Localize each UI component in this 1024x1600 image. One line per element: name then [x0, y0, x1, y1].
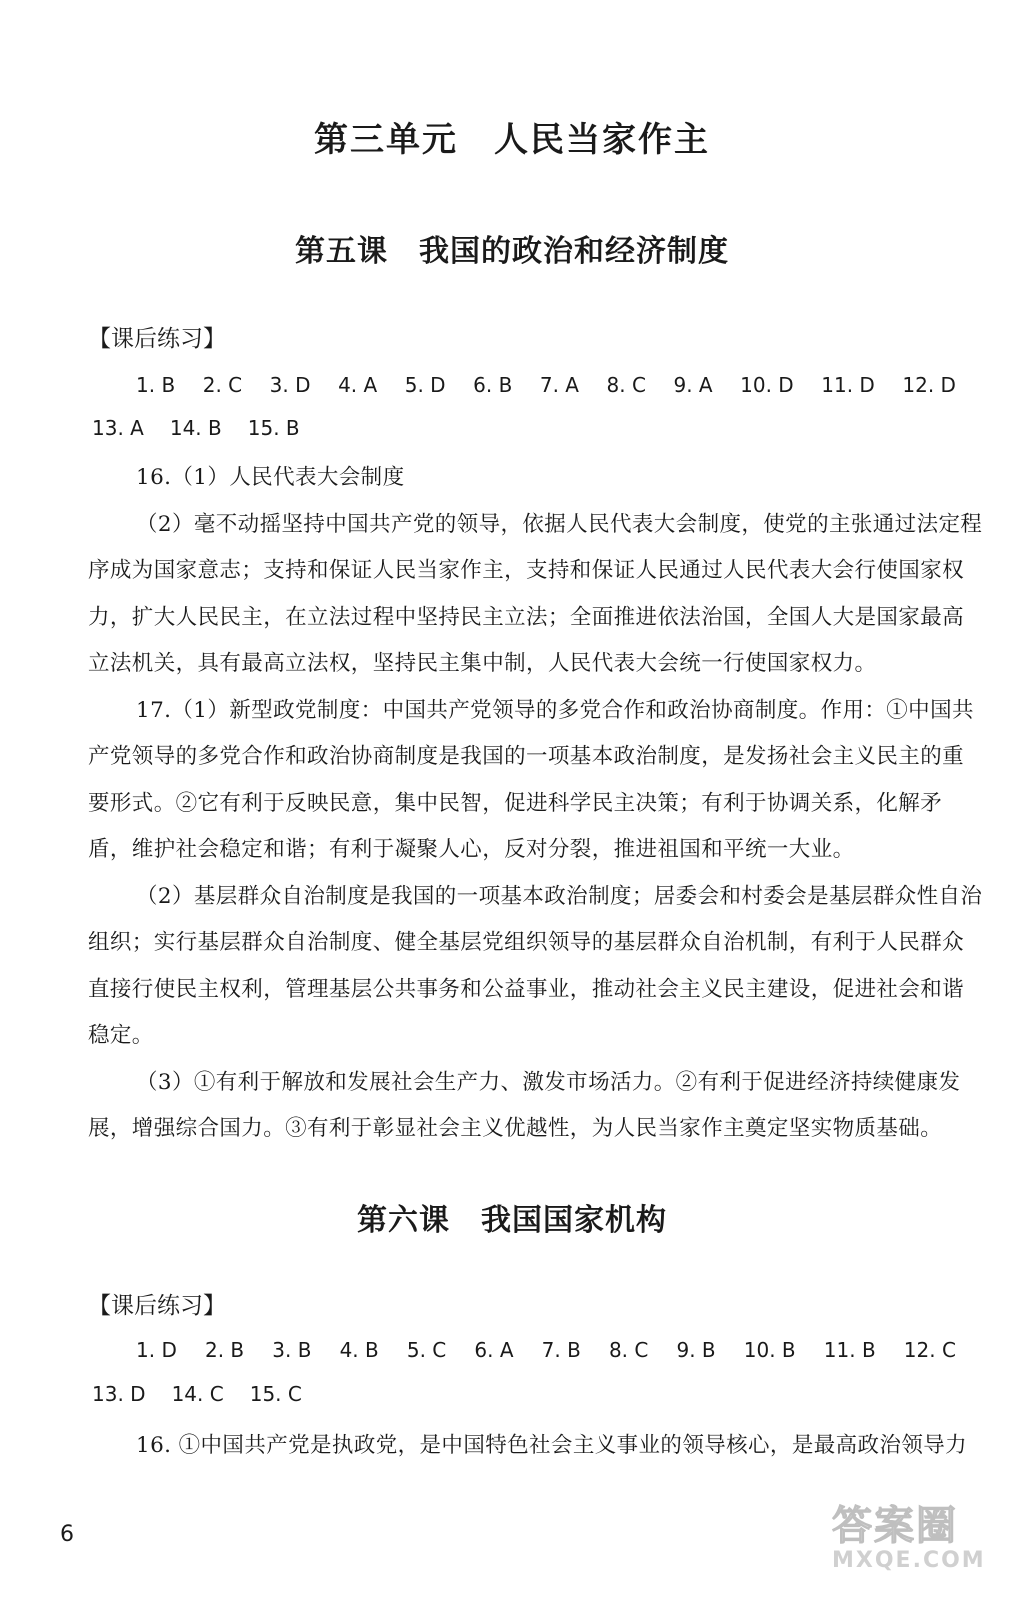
- answer-item: 1. D: [136, 1338, 177, 1362]
- section-label-5: 【课后练习】: [88, 326, 226, 352]
- answer-item: 12. C: [903, 1338, 956, 1362]
- lesson-title-6: 第六课 我国国家机构: [357, 1203, 667, 1238]
- answer-item: 14. C: [171, 1382, 224, 1406]
- text-line: （2）毫不动摇坚持中国共产党的领导，依据人民代表大会制度，使党的主张通过法定程: [136, 512, 983, 537]
- answer-item: 1. B: [136, 373, 176, 397]
- text-line: 产党领导的多党合作和政治协商制度是我国的一项基本政治制度，是发扬社会主义民主的重: [88, 744, 965, 769]
- text-line: 立法机关，具有最高立法权，坚持民主集中制，人民代表大会统一行使国家权力。: [88, 651, 877, 676]
- answer-item: 7. A: [539, 373, 579, 397]
- page-number: 6: [60, 1522, 74, 1547]
- text-line: （3）①有利于解放和发展社会生产力、激发市场活力。②有利于促进经济持续健康发: [136, 1070, 961, 1095]
- answer-item: 8. C: [608, 1338, 649, 1362]
- answer-item: 9. A: [673, 373, 713, 397]
- text-line: 直接行使民主权利，管理基层公共事务和公益事业，推动社会主义民主建设，促进社会和谐: [88, 977, 965, 1002]
- answer-item: 6. A: [474, 1338, 514, 1362]
- answer-item: 10. B: [743, 1338, 796, 1362]
- answer-item: 14. B: [169, 416, 222, 440]
- text-line: 17.（1）新型政党制度：中国共产党领导的多党合作和政治协商制度。作用：①中国共: [136, 698, 974, 723]
- watermark-bottom-text: MXQE.COM: [832, 1548, 986, 1573]
- answer-item: 6. B: [473, 373, 513, 397]
- answer-row-5-1: [136, 373, 956, 397]
- answer-item: 13. D: [92, 1382, 146, 1406]
- answer-item: 5. C: [406, 1338, 447, 1362]
- text-line: 要形式。②它有利于反映民意，集中民智，促进科学民主决策；有利于协调关系，化解矛: [88, 791, 943, 816]
- text-line: （2）基层群众自治制度是我国的一项基本政治制度；居委会和村委会是基层群众性自治: [136, 884, 983, 909]
- answer-item: 3. B: [272, 1338, 312, 1362]
- answer-row-5-2: [92, 416, 300, 440]
- answer-item: 12. D: [902, 373, 956, 397]
- answer-row-6-2: [92, 1382, 302, 1406]
- answer-item: 15. C: [249, 1382, 302, 1406]
- answer-item: 5. D: [404, 373, 446, 397]
- answer-row-6-1: [136, 1338, 956, 1362]
- answer-item: 9. B: [676, 1338, 716, 1362]
- answer-item: 11. D: [821, 373, 875, 397]
- section-label-6: 【课后练习】: [88, 1293, 226, 1319]
- text-line: 盾，维护社会稳定和谐；有利于凝聚人心，反对分裂，推进祖国和平统一大业。: [88, 837, 855, 862]
- answer-item: 3. D: [269, 373, 311, 397]
- text-line: 序成为国家意志；支持和保证人民当家作主，支持和保证人民通过人民代表大会行使国家权: [88, 558, 965, 583]
- answer-item: 10. D: [740, 373, 794, 397]
- answer-item: 2. B: [204, 1338, 245, 1362]
- answer-item: 7. B: [541, 1338, 581, 1362]
- text-line: 展，增强综合国力。③有利于彰显社会主义优越性，为人民当家作主奠定坚实物质基础。: [88, 1116, 943, 1141]
- text-line: 组织；实行基层群众自治制度、健全基层党组织领导的基层群众自治机制，有利于人民群众: [88, 930, 965, 955]
- unit-title: 第三单元 人民当家作主: [314, 120, 710, 160]
- text-line: 16. ①中国共产党是执政党，是中国特色社会主义事业的领导核心，是最高政治领导力: [136, 1433, 968, 1458]
- answer-item: 4. B: [339, 1338, 379, 1362]
- text-line: 稳定。: [88, 1023, 154, 1048]
- answer-item: 13. A: [92, 416, 144, 440]
- watermark-logo: [832, 1504, 1002, 1582]
- answer-item: 15. B: [247, 416, 300, 440]
- text-line: 16.（1）人民代表大会制度: [136, 465, 405, 490]
- lesson-title-5: 第五课 我国的政治和经济制度: [295, 234, 729, 269]
- text-line: 力，扩大人民民主，在立法过程中坚持民主立法；全面推进依法治国，全国人大是国家最高: [88, 605, 965, 630]
- answer-item: 11. B: [823, 1338, 876, 1362]
- answer-item: 4. A: [338, 373, 378, 397]
- watermark-top-text: 答案圈: [832, 1503, 958, 1549]
- answer-item: 2. C: [202, 373, 243, 397]
- answer-item: 8. C: [606, 373, 646, 397]
